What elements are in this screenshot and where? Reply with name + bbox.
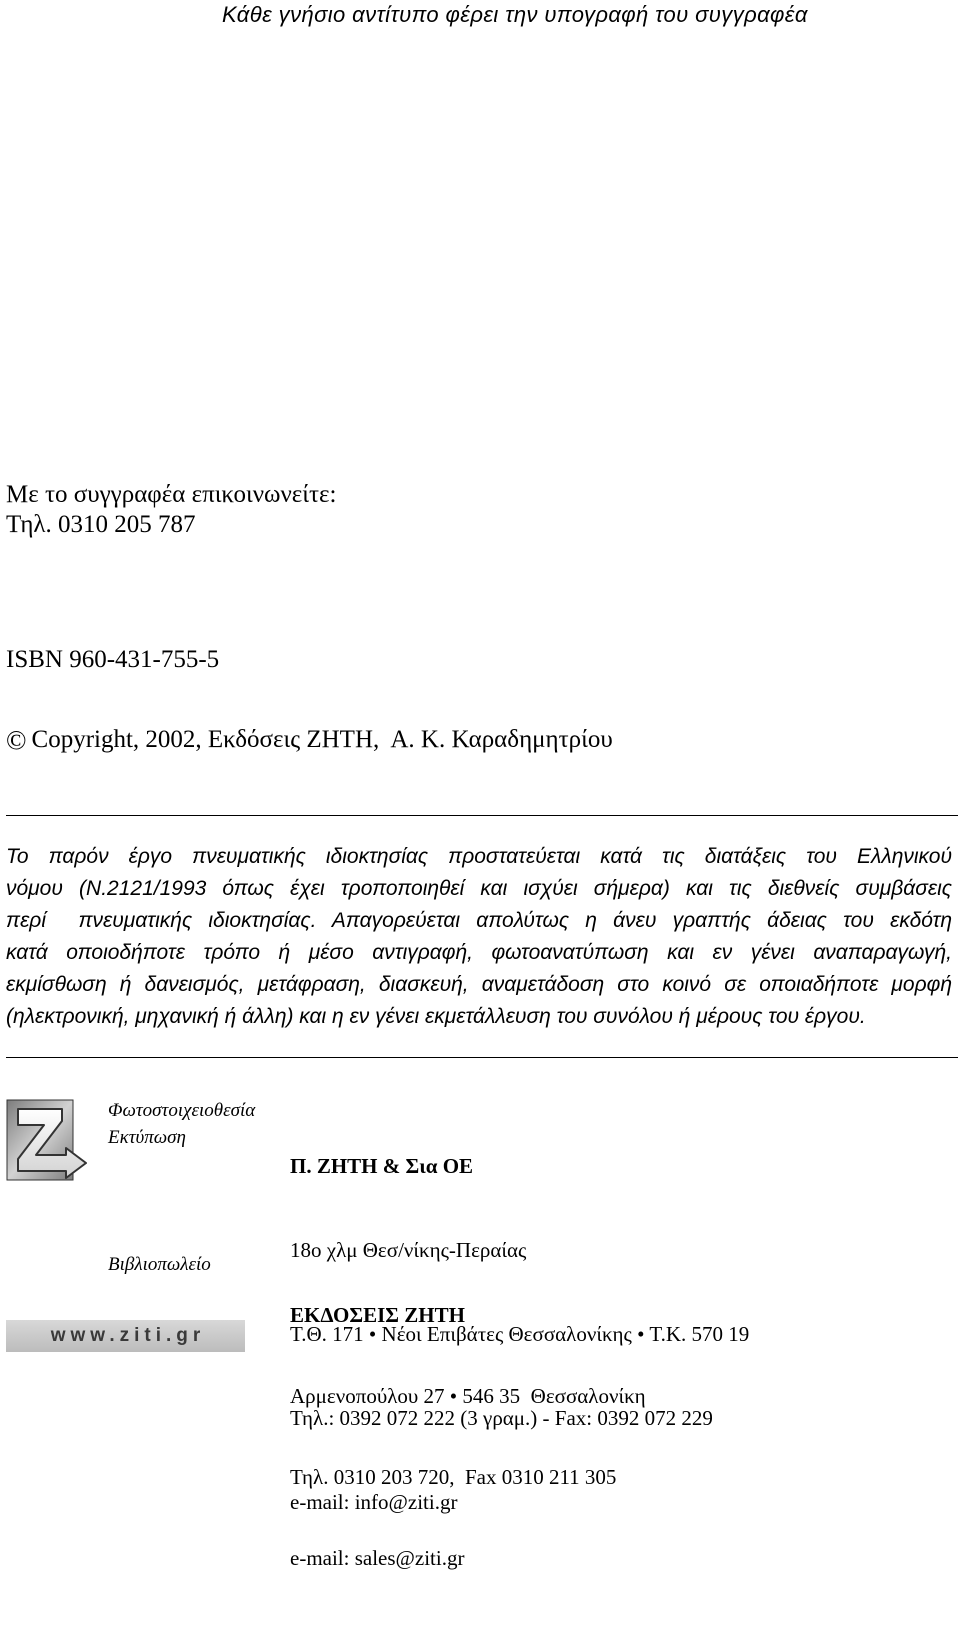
bookstore-label: Βιβλιοπωλείο <box>108 1254 211 1275</box>
divider-bottom <box>6 1057 958 1058</box>
typesetting-label: Φωτοστοιχειοθεσία <box>108 1100 256 1121</box>
bookstore-company: ΕΚΔΟΣΕΙΣ ΖΗΤΗ <box>290 1303 465 1327</box>
legal-notice-line: νόμου (Ν.2121/1993 όπως έχει τροποποιηθεί και ισχύει σήμερα) και τις διεθνείς συμβάσεις <box>6 877 952 900</box>
legal-notice-line: εκμίσθωση ή δανεισμός, μετάφραση, διασκευή, αναμετάδοση στο κοινό σε οποιαδήποτε μορφή <box>6 973 952 996</box>
ziti-logo-icon <box>6 1099 88 1183</box>
website-url: www.ziti.gr <box>50 1325 206 1346</box>
printing-label: Εκτύπωση <box>108 1127 186 1148</box>
printer-address: 18ο χλμ Θεσ/νίκης-Περαίας <box>290 1238 527 1262</box>
copyright-line <box>6 725 613 755</box>
printer-email: e-mail: info@ziti.gr <box>290 1490 458 1514</box>
bookstore-phone-fax: Τηλ. 0310 203 720, Fax 0310 211 305 <box>290 1465 617 1489</box>
legal-notice <box>6 841 952 1033</box>
legal-notice-line: (ηλεκτρονική, μηχανική ή άλλη) και η εν γένει εκμετάλλευση του συνόλου ή μέρους του έργου. <box>6 1005 866 1028</box>
legal-notice-line: κατά οποιοδήποτε τρόπο ή μέσο αντιγραφή, φωτοανατύπωση και εν γένει αναπαραγωγή, <box>6 941 952 964</box>
copyright-symbol: © <box>6 725 27 755</box>
divider-top <box>6 815 958 816</box>
website-banner <box>6 1320 245 1352</box>
bookstore-details <box>290 1248 646 1626</box>
bookstore-address: Αρμενοπούλου 27 • 546 35 Θεσσαλονίκη <box>290 1384 646 1408</box>
author-phone: Τηλ. 0310 205 787 <box>6 511 196 538</box>
copyright-text: Copyright, 2002, Εκδόσεις ΖΗΤΗ, Α. Κ. Καραδημητρίου <box>31 726 613 753</box>
printer-company: Π. ΖΗΤΗ & Σια ΟΕ <box>290 1154 474 1178</box>
bookstore-email: e-mail: sales@ziti.gr <box>290 1546 465 1570</box>
author-contact-label: Με το συγγραφέα επικοινωνείτε: <box>6 481 337 508</box>
printer-po-box: Τ.Θ. 171 • Νέοι Επιβάτες Θεσσαλονίκης • Τ.Κ. 570 19 <box>290 1322 750 1346</box>
legal-notice-line: Το παρόν έργο πνευματικής ιδιοκτησίας προστατεύεται κατά τις διατάξεις του Ελληνικού <box>6 845 952 868</box>
legal-notice-line: περί πνευματικής ιδιοκτησίας. Απαγορεύεται απολύτως η άνευ γραπτής άδειας του εκδότη <box>6 909 952 932</box>
isbn-number: ISBN 960-431-755-5 <box>6 646 220 673</box>
authenticity-note: Κάθε γνήσιο αντίτυπο φέρει την υπογραφή του συγγραφέα <box>222 2 808 27</box>
printer-phone-fax: Τηλ.: 0392 072 222 (3 γραμ.) - Fax: 0392 072 229 <box>290 1406 713 1430</box>
